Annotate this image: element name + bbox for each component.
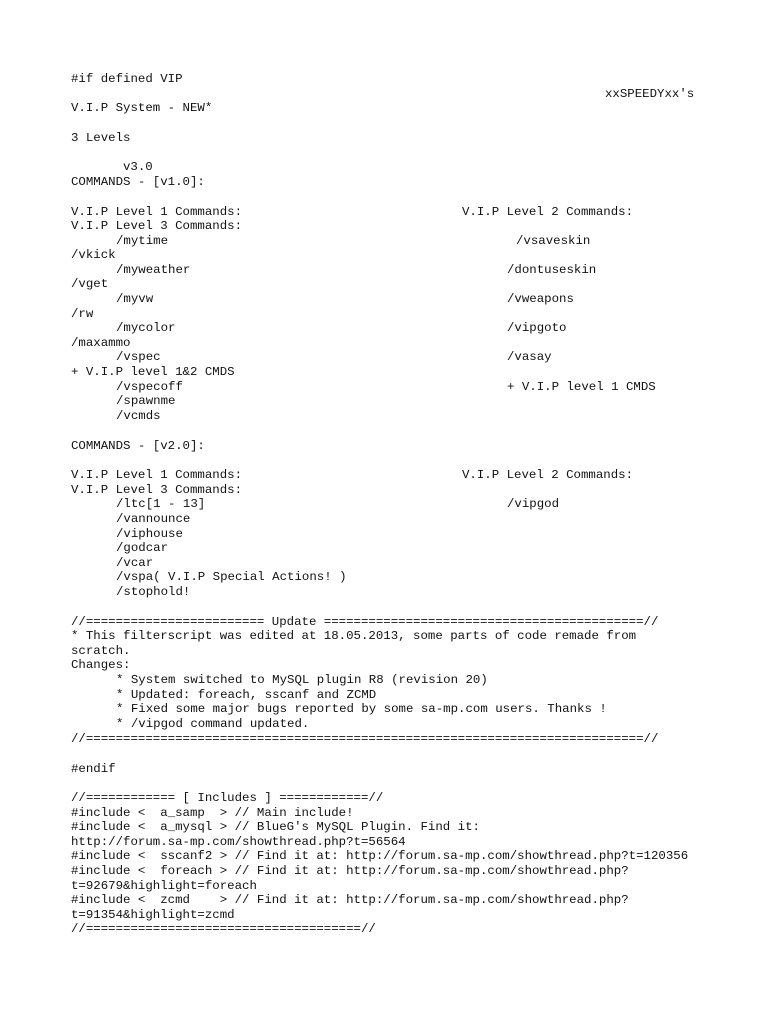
cmd-vspa: /vspa( V.I.P Special Actions! ) xyxy=(116,570,347,584)
system-title: V.I.P System - NEW* xyxy=(71,101,213,115)
cmd-vspec: /vspec xyxy=(116,350,161,364)
include-foreach: #include < foreach > // Find it at: http://forum.sa-mp.com/showthread.php? xyxy=(71,864,629,878)
includes-divider-bottom: //=====================================// xyxy=(71,922,376,936)
levels-line: 3 Levels xyxy=(71,131,131,145)
directive-if-defined: #if defined VIP xyxy=(71,72,183,86)
cmd-viphouse: /viphouse xyxy=(116,527,183,541)
include-foreach-url: t=92679&highlight=foreach xyxy=(71,879,257,893)
author-name: xxSPEEDYxx's xyxy=(605,87,695,101)
update-divider-bottom: //===========================================================================// xyxy=(71,732,659,746)
cmd-vcmds: /vcmds xyxy=(116,409,161,423)
v2-level2-heading: V.I.P Level 2 Commands: xyxy=(462,468,634,482)
cmd-vipgod: /vipgod xyxy=(507,497,560,511)
change-item-updated: * Updated: foreach, sscanf and ZCMD xyxy=(116,688,377,702)
include-zcmd-url: t=91354&highlight=zcmd xyxy=(71,908,235,922)
include-zcmd: #include < zcmd > // Find it at: http://forum.sa-mp.com/showthread.php? xyxy=(71,893,629,907)
cmd-stophold: /stophold! xyxy=(116,585,191,599)
level-1-2-cmds-note: + V.I.P level 1&2 CMDS xyxy=(71,365,235,379)
cmd-mycolor: /mycolor xyxy=(116,321,176,335)
include-sscanf2: #include < sscanf2 > // Find it at: http://forum.sa-mp.com/showthread.php?t=120356 xyxy=(71,849,689,863)
cmd-vweapons: /vweapons xyxy=(507,292,574,306)
cmd-myvw: /myvw xyxy=(116,292,154,306)
cmd-rw: /rw xyxy=(71,307,94,321)
changes-heading: Changes: xyxy=(71,658,131,672)
cmd-vipgoto: /vipgoto xyxy=(507,321,567,335)
edit-note: * This filterscript was edited at 18.05.2013, some parts of code remade from xyxy=(71,629,637,643)
cmd-vget: /vget xyxy=(71,277,109,291)
cmd-vsaveskin: /vsaveskin xyxy=(516,234,591,248)
commands-v2-heading: COMMANDS - [v2.0]: xyxy=(71,439,205,453)
includes-divider-top: //============ [ Includes ] ============// xyxy=(71,791,384,805)
change-item-bugs: * Fixed some major bugs reported by some sa-mp.com users. Thanks ! xyxy=(116,702,607,716)
v1-level1-heading: V.I.P Level 1 Commands: xyxy=(71,205,243,219)
v1-level3-heading: V.I.P Level 3 Commands: xyxy=(71,219,243,233)
update-divider-top: //======================== Update ===========================================// xyxy=(71,615,659,629)
cmd-myweather: /myweather xyxy=(116,263,191,277)
commands-v1-heading: COMMANDS - [v1.0]: xyxy=(71,175,205,189)
include-a-mysql-url: http://forum.sa-mp.com/showthread.php?t=56564 xyxy=(71,835,406,849)
directive-endif: #endif xyxy=(71,762,116,776)
cmd-dontuseskin: /dontuseskin xyxy=(507,263,597,277)
change-item-vipgod: * /vipgod command updated. xyxy=(116,717,310,731)
cmd-maxammo: /maxammo xyxy=(71,336,131,350)
cmd-vcar: /vcar xyxy=(116,556,154,570)
v2-level3-heading: V.I.P Level 3 Commands: xyxy=(71,483,243,497)
cmd-vannounce: /vannounce xyxy=(116,512,191,526)
cmd-godcar: /godcar xyxy=(116,541,169,555)
cmd-vasay: /vasay xyxy=(507,350,552,364)
level-1-cmds-note: + V.I.P level 1 CMDS xyxy=(507,380,656,394)
version-line: v3.0 xyxy=(123,160,153,174)
include-a-samp: #include < a_samp > // Main include! xyxy=(71,806,354,820)
include-a-mysql: #include < a_mysql > // BlueG's MySQL Plugin. Find it: xyxy=(71,820,480,834)
cmd-vkick: /vkick xyxy=(71,248,116,262)
cmd-ltc: /ltc[1 - 13] xyxy=(116,497,206,511)
cmd-vspecoff: /vspecoff xyxy=(116,380,183,394)
change-item-mysql: * System switched to MySQL plugin R8 (revision 20) xyxy=(116,673,488,687)
v2-level1-heading: V.I.P Level 1 Commands: xyxy=(71,468,243,482)
edit-note-cont: scratch. xyxy=(71,644,131,658)
cmd-spawnme: /spawnme xyxy=(116,394,176,408)
v1-level2-heading: V.I.P Level 2 Commands: xyxy=(462,205,634,219)
cmd-mytime: /mytime xyxy=(116,234,169,248)
